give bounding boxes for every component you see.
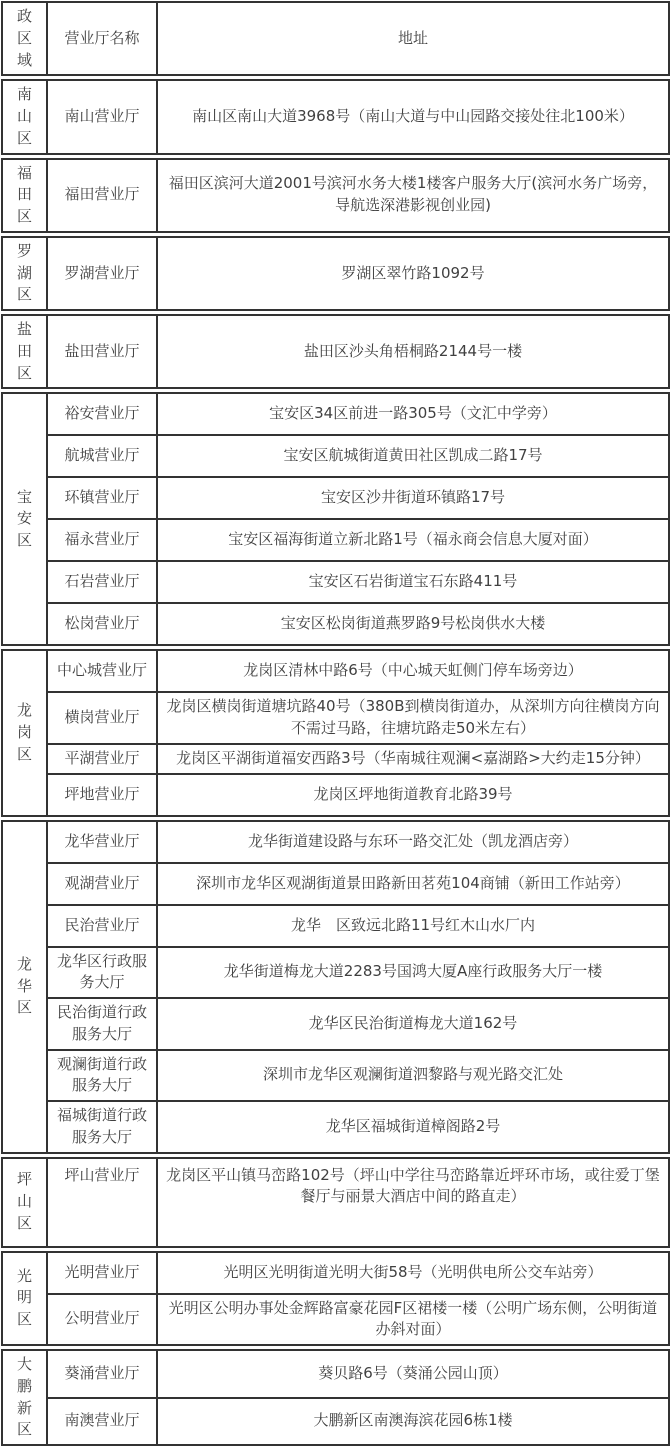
address-cell: 龙华街道建设路与东环一路交汇处（凯龙酒店旁） [157,821,669,863]
address-cell: 大鹏新区南澳海滨花园6栋1楼 [157,1398,669,1446]
address-cell: 宝安区沙井街道环镇路17号 [157,477,669,519]
hall-cell: 盐田营业厅 [47,315,157,388]
district-group [1,158,670,233]
table-row [2,650,669,692]
hall-cell: 中心城营业厅 [47,650,157,692]
table-row [2,477,669,519]
address-cell: 龙华区民治街道梅龙大道162号 [157,998,669,1050]
hall-cell: 坪山营业厅 [47,1158,157,1247]
table-row [2,1350,669,1398]
address-cell: 宝安区松岗街道燕罗路9号松岗供水大楼 [157,603,669,645]
hall-cell: 龙华区行政服务大厅 [47,947,157,999]
table-row [2,1398,669,1446]
table-row [2,905,669,947]
district-header-cell: 政区域 [2,2,47,75]
hall-cell: 石岩营业厅 [47,561,157,603]
hall-cell: 光明营业厅 [47,1252,157,1294]
address-cell: 龙岗区坪地街道教育北路39号 [157,774,669,816]
address-cell: 葵贝路6号（葵涌公园山顶） [157,1350,669,1398]
table-row [2,393,669,435]
address-cell: 深圳市龙华区观湖街道景田路新田茗苑104商铺（新田工作站旁） [157,863,669,905]
district-groups [1,79,671,1446]
hall-cell: 福田营业厅 [47,159,157,232]
hall-cell: 南澳营业厅 [47,1398,157,1446]
table-row [2,774,669,816]
address-cell: 宝安区34区前进一路305号（文汇中学旁） [157,393,669,435]
table-row [2,1252,669,1294]
hall-cell: 平湖营业厅 [47,744,157,774]
address-cell: 深圳市龙华区观澜街道泗黎路与观光路交汇处 [157,1050,669,1102]
district-cell: 光明区 [2,1252,47,1346]
hall-cell: 公明营业厅 [47,1294,157,1346]
district-group [1,1251,670,1347]
address-cell: 盐田区沙头角梧桐路2144号一楼 [157,315,669,388]
district-group [1,236,670,311]
address-cell: 光明区光明街道光明大街58号（光明供电所公交车站旁） [157,1252,669,1294]
district-cell: 罗湖区 [2,237,47,310]
hall-cell: 葵涌营业厅 [47,1350,157,1398]
table-row [2,80,669,153]
address-cell: 龙岗区平山镇马峦路102号（坪山中学往马峦路靠近坪环市场，或往爱丁堡餐厅与丽景大酒店中间的路直走） [157,1158,669,1247]
hall-cell: 福城街道行政服务大厅 [47,1101,157,1153]
table-header-section [1,1,670,76]
hall-cell: 环镇营业厅 [47,477,157,519]
district-cell: 龙岗区 [2,650,47,815]
district-group [1,79,670,154]
table-row [2,998,669,1050]
district-group [1,392,670,646]
table-row [2,692,669,744]
hall-cell: 观湖营业厅 [47,863,157,905]
hall-cell: 罗湖营业厅 [47,237,157,310]
district-cell: 福田区 [2,159,47,232]
address-cell: 龙岗区平湖街道福安西路3号（华南城往观澜<嘉湖路>大约走15分钟） [157,744,669,774]
table-row [2,1158,669,1247]
district-group [1,314,670,389]
district-cell: 大鹏新区 [2,1350,47,1445]
table-row [2,561,669,603]
table-row [2,947,669,999]
hall-cell: 民治营业厅 [47,905,157,947]
header-row [2,2,669,75]
address-cell: 罗湖区翠竹路1092号 [157,237,669,310]
district-cell: 盐田区 [2,315,47,388]
address-cell: 龙岗区横岗街道塘坑路40号（380B到横岗街道办，从深圳方向往横岗方向不需过马路，往塘坑路走50米左右） [157,692,669,744]
table-row [2,519,669,561]
table-row [2,863,669,905]
table-row [2,603,669,645]
address-cell: 龙华区福城街道樟阁路2号 [157,1101,669,1153]
address-cell: 龙岗区清林中路6号（中心城天虹侧门停车场旁边） [157,650,669,692]
table-row [2,237,669,310]
hall-cell: 松岗营业厅 [47,603,157,645]
hall-cell: 航城营业厅 [47,435,157,477]
address-cell: 宝安区石岩街道宝石东路411号 [157,561,669,603]
table-row [2,744,669,774]
district-cell: 宝安区 [2,393,47,645]
address-cell: 宝安区航城街道黄田社区凯成二路17号 [157,435,669,477]
table-row [2,315,669,388]
hall-cell: 民治街道行政服务大厅 [47,998,157,1050]
district-group [1,1157,670,1248]
district-cell: 南山区 [2,80,47,153]
hall-cell: 横岗营业厅 [47,692,157,744]
hall-cell: 龙华营业厅 [47,821,157,863]
table-row [2,435,669,477]
hall-cell: 南山营业厅 [47,80,157,153]
district-cell: 龙华区 [2,821,47,1153]
table-row [2,1294,669,1346]
address-header-cell: 地址 [157,2,669,75]
table-row [2,159,669,232]
district-cell: 坪山区 [2,1158,47,1247]
hall-header-cell: 营业厅名称 [47,2,157,75]
district-group [1,649,670,816]
address-cell: 福田区滨河大道2001号滨河水务大楼1楼客户服务大厅(滨河水务广场旁，导航选深港影视创业园) [157,159,669,232]
hall-cell: 坪地营业厅 [47,774,157,816]
address-cell: 龙华 区致远北路11号红木山水厂内 [157,905,669,947]
address-cell: 宝安区福海街道立新北路1号（福永商会信息大厦对面） [157,519,669,561]
table-row [2,1101,669,1153]
table-row [2,821,669,863]
district-group [1,1349,670,1446]
address-cell: 龙华街道梅龙大道2283号国鸿大厦A座行政服务大厅一楼 [157,947,669,999]
address-cell: 光明区公明办事处金辉路富豪花园F区裙楼一楼（公明广场东侧，公明街道办斜对面） [157,1294,669,1346]
district-group [1,820,670,1154]
hall-cell: 裕安营业厅 [47,393,157,435]
hall-cell: 观澜街道行政服务大厅 [47,1050,157,1102]
address-cell: 南山区南山大道3968号（南山大道与中山园路交接处往北100米） [157,80,669,153]
table-row [2,1050,669,1102]
hall-cell: 福永营业厅 [47,519,157,561]
